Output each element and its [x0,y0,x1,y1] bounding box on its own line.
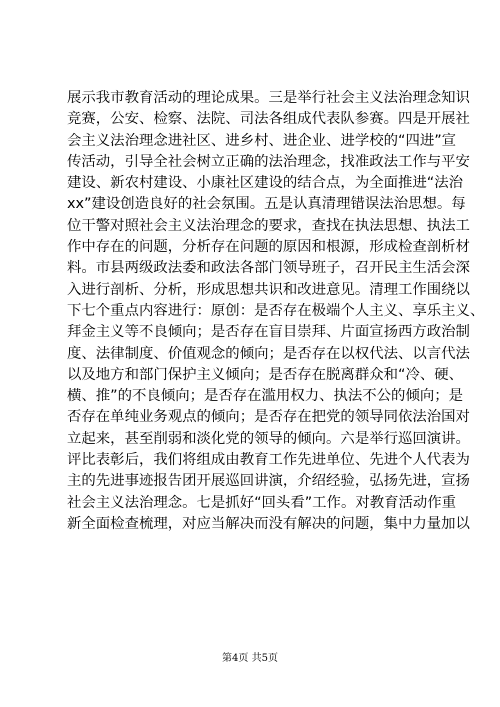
text-line: 度、法律制度、价值观念的倾向；是否存在以权代法、以言代法 [67,345,470,362]
text-line: 下七个重点内容进行：原创：是否存在极端个人主义、享乐主义、 [67,302,485,319]
text-line: 拜金主义等不良倾向；是否存在盲目崇拜、片面宣扬西方政治制 [67,324,470,341]
text-line: 会主义法治理念进社区、进乡村、进企业、进学校的“四进”宣 [67,132,457,149]
text-line: 展示我市教育活动的理论成果。三是举行社会主义法治理念知识 [67,90,470,106]
text-line: 否存在单纯业务观点的倾向；是否存在把党的领导同依法治国对 [67,409,470,426]
text-line: 入进行剖析、分析，形成思想共识和改进意见。清理工作围绕以 [67,281,470,298]
text-line: 社会主义法治理念。七是抓好“回头看”工作。对教育活动作重 [67,494,457,511]
body-text [67,88,485,535]
text-line: 主的先进事迹报告团开展巡回讲演，介绍经验，弘扬先进，宣扬 [67,473,470,490]
text-line: 传活动，引导全社会树立正确的法治理念，找准政法工作与平安 [67,153,470,170]
text-line: 横、推”的不良倾向；是否存在滥用权力、执法不公的倾向；是 [67,388,464,405]
page-number-footer: 第4页 共5页 [222,653,278,664]
text-line: 评比表彰后，我们将组成由教育工作先进单位、先进个人代表为 [67,452,470,469]
text-line: 位干警对照社会主义法治理念的要求，查找在执法思想、执法工 [67,217,470,234]
text-line: xx”建设创造良好的社会氛围。五是认真清理错误法治思想。每 [67,196,466,213]
text-line: 料。市县两级政法委和政法各部门领导班子，召开民主生活会深 [67,260,470,277]
text-line: 竞赛，公安、检察、法院、司法各组成代表队参赛。四是开展社 [67,111,470,128]
text-line: 立起来，甚至削弱和淡化党的领导的倾向。六是举行巡回演讲。 [67,430,470,447]
text-line: 以及地方和部门保护主义倾向；是否存在脱离群众和“冷、硬、 [67,366,464,383]
text-line: 新全面检查梳理，对应当解决而没有解决的问题，集中力量加以 [67,515,470,532]
text-line: 作中存在的问题，分析存在问题的原因和根源，形成检查剖析材 [67,239,470,256]
text-line: 建设、新农村建设、小康社区建设的结合点，为全面推进“法治 [67,175,464,192]
